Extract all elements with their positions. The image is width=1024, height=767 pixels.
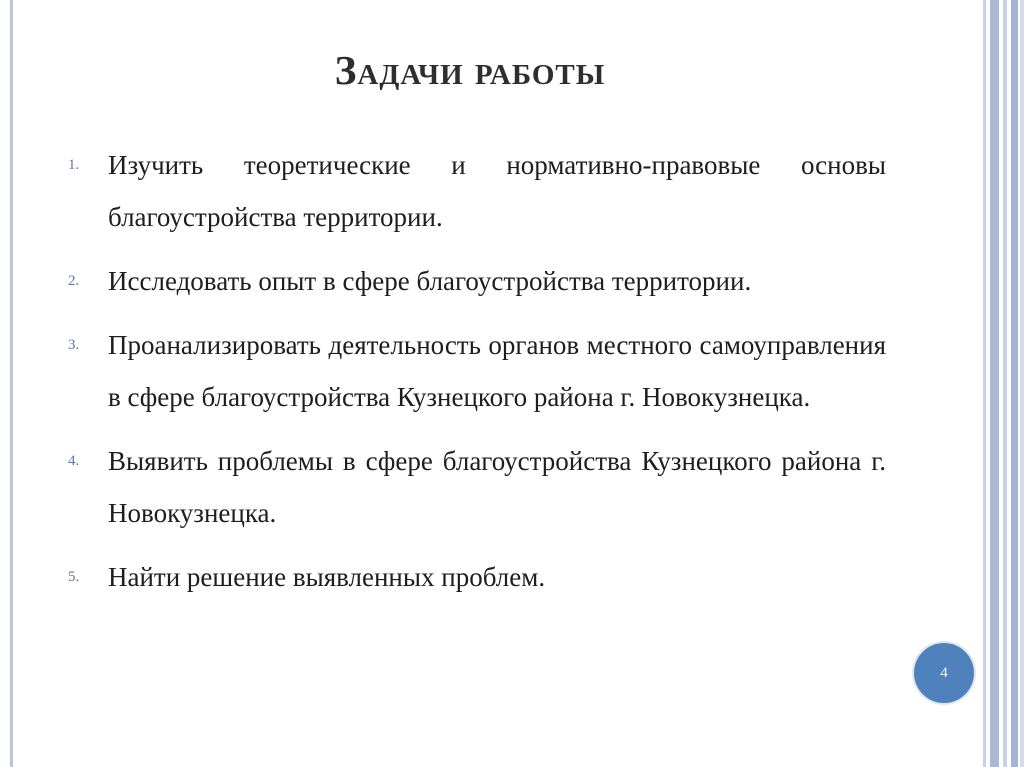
list-item-text: Проанализировать деятельность органов местного самоуправления в сфере благоустройства Кузнецкого района г. Новокузнецка. xyxy=(108,330,886,412)
list-item xyxy=(68,435,886,539)
page-number-badge: 4 xyxy=(914,643,974,703)
list-item-number: 5. xyxy=(68,569,80,585)
list-item-number: 2. xyxy=(68,273,80,289)
left-frame-line xyxy=(10,0,13,767)
list-item-number: 3. xyxy=(68,337,80,353)
task-list xyxy=(68,139,886,615)
list-item xyxy=(68,255,886,307)
list-item-text: Выявить проблемы в сфере благоустройства Кузнецкого района г. Новокузнецка. xyxy=(108,446,886,528)
right-decor-stripe xyxy=(1003,0,1007,767)
list-item-text: Найти решение выявленных проблем. xyxy=(108,562,546,592)
right-decor-stripe xyxy=(1020,0,1024,767)
right-decor-stripe xyxy=(983,0,986,767)
slide-title: Задачи работы xyxy=(334,47,606,93)
list-item-text: Исследовать опыт в сфере благоустройства территории. xyxy=(108,266,752,296)
list-item-number: 1. xyxy=(68,157,80,173)
list-item-number: 4. xyxy=(68,453,80,469)
list-item xyxy=(68,551,886,603)
list-item xyxy=(68,139,886,243)
list-item-text: Изучить теоретические и нормативно-правовые основы благоустройства территории. xyxy=(108,150,886,232)
right-decor-stripe xyxy=(990,0,999,767)
right-decor-stripe xyxy=(1011,0,1018,767)
list-item xyxy=(68,319,886,423)
